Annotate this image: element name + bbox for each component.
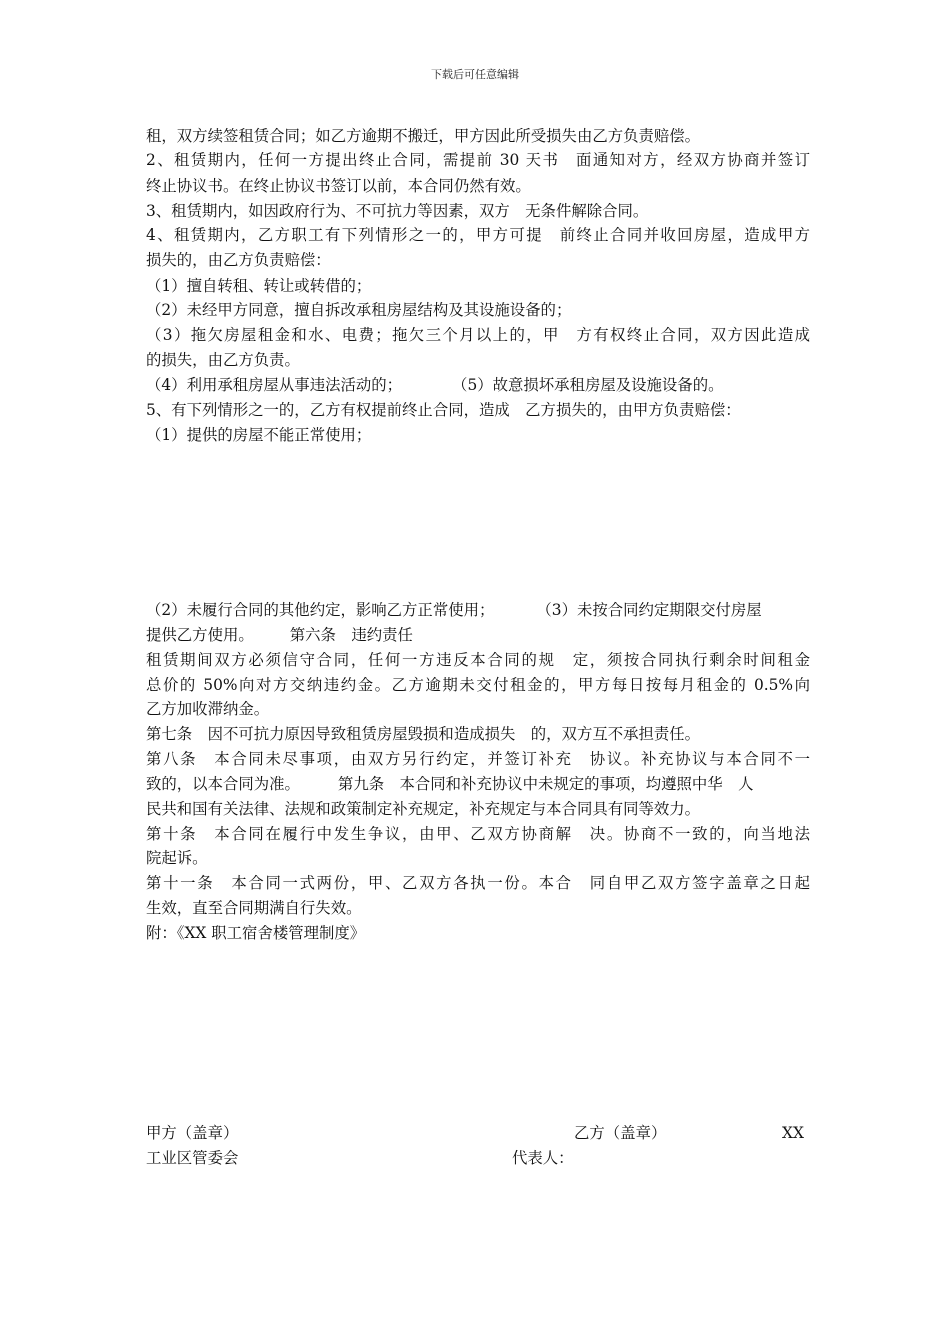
clause-line: 终止协议书。在终止协议书签订以前，本合同仍然有效。 — [146, 177, 531, 195]
clause-item-row — [146, 598, 810, 622]
clause-item: （1）擅自转租、转让或转借的； — [146, 277, 372, 295]
clause-item: （2）未经甲方同意，擅自拆改承租房屋结构及其设施设备的； — [146, 301, 572, 319]
article-line-row — [146, 772, 810, 796]
clause-line: 乙方加收滞纳金。 — [146, 700, 270, 718]
article-line: 第七条 因不可抗力原因导致租赁房屋毁损和造成损失 的，双方互不承担责任。 — [146, 725, 701, 743]
article-line: 第九条 本合同和补充协议中未规定的事项，均遵照中华 人 — [337, 775, 754, 793]
clause-line: 3、租赁期内，如因政府行为、不可抗力等因素，双方 无条件解除合同。 — [146, 202, 649, 220]
article-line: 第十一条 本合同一式两份，甲、乙双方各执一份。本合 同自甲乙双方签字盖章之日起 — [146, 874, 810, 892]
clause-line: 4、租赁期内，乙方职工有下列情形之一的，甲方可提 前终止合同并收回房屋，造成甲方 — [146, 226, 810, 244]
clause-line: 2、租赁期内，任何一方提出终止合同，需提前 30 天书 面通知对方，经双方协商并签订 — [146, 151, 810, 169]
clause-item: （4）利用承租房屋从事违法活动的； — [146, 376, 403, 394]
signature-xx: XX — [782, 1124, 804, 1142]
clause-line: 致的，以本合同为准。 — [146, 775, 300, 793]
attachment-line: 附：《XX 职工宿舍楼管理制度》 — [146, 924, 366, 942]
representative-label: 代表人： — [512, 1149, 574, 1167]
party-b-seal: 乙方（盖章） — [574, 1124, 667, 1142]
clause-line: 民共和国有关法律、法规和政策制定补充规定，补充规定与本合同具有同等效力。 — [146, 800, 701, 818]
clause-line: 5、有下列情形之一的，乙方有权提前终止合同，造成 乙方损失的，由甲方负责赔偿： — [146, 401, 741, 419]
page-header: 下载后可任意编辑 — [431, 68, 519, 81]
article-line: 第八条 本合同未尽事项，由双方另行约定，并签订补充 协议。补充协议与本合同不一 — [146, 750, 810, 768]
clause-line: 损失的，由乙方负责赔偿： — [146, 251, 331, 269]
clause-item: （5）故意损坏承租房屋及设施设备的。 — [452, 376, 724, 394]
clause-line-row — [146, 623, 810, 647]
clause-line: 的损失，由乙方负责。 — [146, 351, 300, 369]
party-a-org: 工业区管委会 — [146, 1149, 239, 1167]
clause-line: 院起诉。 — [146, 849, 208, 867]
clause-item: （1）提供的房屋不能正常使用； — [146, 426, 372, 444]
clause-line: 总价的 50%向对方交纳违约金。乙方逾期未交付租金的，甲方每日按每月租金的 0.5%向 — [146, 676, 810, 694]
clause-item: （3）未按合同约定期限交付房屋 — [536, 601, 762, 619]
party-a-seal: 甲方（盖章） — [146, 1124, 239, 1142]
clause-line: 生效，直至合同期满自行失效。 — [146, 899, 362, 917]
article-line: 第十条 本合同在履行中发生争议，由甲、乙双方协商解 决。协商不一致的，向当地法 — [146, 825, 810, 843]
article-title: 第六条 违约责任 — [289, 626, 413, 644]
clause-line: 租，双方续签租赁合同；如乙方逾期不搬迁，甲方因此所受损失由乙方负责赔偿。 — [146, 127, 701, 145]
clause-item: （3）拖欠房屋租金和水、电费；拖欠三个月以上的，甲 方有权终止合同，双方因此造成 — [146, 326, 810, 344]
clause-line: 提供乙方使用。 — [146, 626, 254, 644]
clause-line: 租赁期间双方必须信守合同，任何一方违反本合同的规 定，须按合同执行剩余时间租金 — [146, 651, 810, 669]
clause-item: （2）未履行合同的其他约定，影响乙方正常使用； — [146, 601, 495, 619]
clause-item-row — [146, 373, 810, 397]
